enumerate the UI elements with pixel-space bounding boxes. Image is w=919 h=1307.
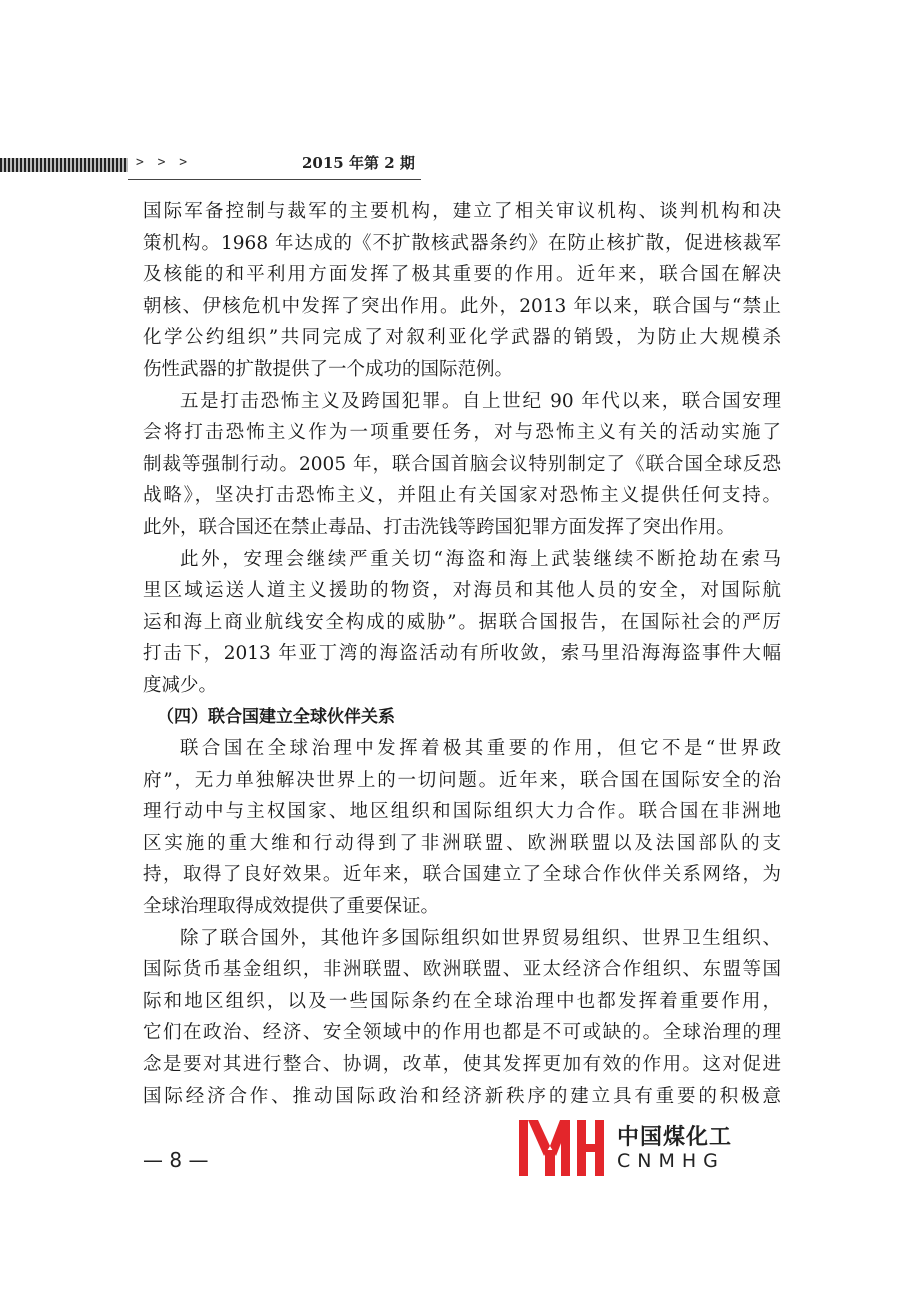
issue-label: 2015 年第 2 期 <box>302 154 415 172</box>
body-line: 打击下，2013 年亚丁湾的海盗活动有所收敛，索马里沿海海盗事件大幅 <box>143 643 781 665</box>
body-line: 全球治理取得成效提供了重要保证。 <box>143 896 440 918</box>
body-line: 制裁等强制行动。2005 年，联合国首脑会议特别制定了《联合国全球反恐 <box>143 453 781 475</box>
logo-text-zh: 中国煤化工 <box>617 1125 733 1150</box>
body-line: 区实施的重大维和行动得到了非洲联盟、欧洲联盟以及法国部队的支 <box>143 832 781 854</box>
body-line: 联合国在全球治理中发挥着极其重要的作用，但它不是“世界政 <box>180 738 781 760</box>
body-line: 念是要对其进行整合、协调，改革，使其发挥更加有效的作用。这对促进 <box>143 1054 781 1076</box>
body-line: 此外，联合国还在禁止毒品、打击洗钱等跨国犯罪方面发挥了突出作用。 <box>143 516 736 538</box>
body-line: 此外，安理会继续严重关切“海盗和海上武装继续不断抢劫在索马 <box>180 548 781 570</box>
body-line: 里区域运送人道主义援助的物资，对海员和其他人员的安全，对国际航 <box>143 580 781 602</box>
running-header <box>0 150 425 180</box>
body-line: 运和海上商业航线安全构成的威胁”。据联合国报告，在国际社会的严厉 <box>143 611 781 633</box>
body-line: 府”，无力单独解决世界上的一切问题。近年来，联合国在国际安全的治 <box>143 769 781 791</box>
header-arrows: > > > <box>136 155 191 170</box>
page-number: — 8 — <box>143 1148 209 1172</box>
body-line: 际和地区组织，以及一些国际条约在全球治理中也都发挥着重要作用， <box>143 990 781 1012</box>
body-line: 除了联合国外，其他许多国际组织如世界贸易组织、世界卫生组织、 <box>180 927 781 949</box>
body-line: 及核能的和平利用方面发挥了极其重要的作用。近年来，联合国在解决 <box>143 264 781 286</box>
body-line: 伤性武器的扩散提供了一个成功的国际范例。 <box>143 358 514 380</box>
body-line: 它们在政治、经济、安全领域中的作用也都是不可或缺的。全球治理的理 <box>143 1022 781 1044</box>
body-line: 持，取得了良好效果。近年来，联合国建立了全球合作伙伴关系网络，为 <box>143 864 781 886</box>
logo-text-en: CNMHG <box>617 1150 725 1172</box>
body-line: 策机构。1968 年达成的《不扩散核武器条约》在防止核扩散，促进核裁军 <box>143 232 781 254</box>
article-body <box>143 196 781 1112</box>
body-line: 理行动中与主权国家、地区组织和国际组织大力合作。联合国在非洲地 <box>143 801 781 823</box>
body-line: 五是打击恐怖主义及跨国犯罪。自上世纪 90 年代以来，联合国安理 <box>180 390 781 412</box>
body-line: 朝核、伊核危机中发挥了突出作用。此外，2013 年以来，联合国与“禁止 <box>143 295 781 317</box>
body-line: 国际经济合作、推动国际政治和经济新秩序的建立具有重要的积极意 <box>143 1085 781 1107</box>
section-heading: （四）联合国建立全球伙伴关系 <box>157 706 395 727</box>
logo-mark <box>519 1120 604 1176</box>
body-line: 国际货币基金组织，非洲联盟、欧洲联盟、亚太经济合作组织、东盟等国 <box>143 959 781 981</box>
body-line: 战略》，坚决打击恐怖主义，并阻止有关国家对恐怖主义提供任何支持。 <box>143 485 781 507</box>
body-line: 国际军备控制与裁军的主要机构，建立了相关审议机构、谈判机构和决 <box>143 201 781 222</box>
body-line: 化学公约组织”共同完成了对叙利亚化学武器的销毁，为防止大规模杀 <box>143 327 781 349</box>
header-decoration-bar <box>0 158 128 172</box>
header-rule <box>128 179 421 180</box>
body-line: 会将打击恐怖主义作为一项重要任务，对与恐怖主义有关的活动实施了 <box>143 422 781 444</box>
body-line: 度减少。 <box>143 674 218 696</box>
